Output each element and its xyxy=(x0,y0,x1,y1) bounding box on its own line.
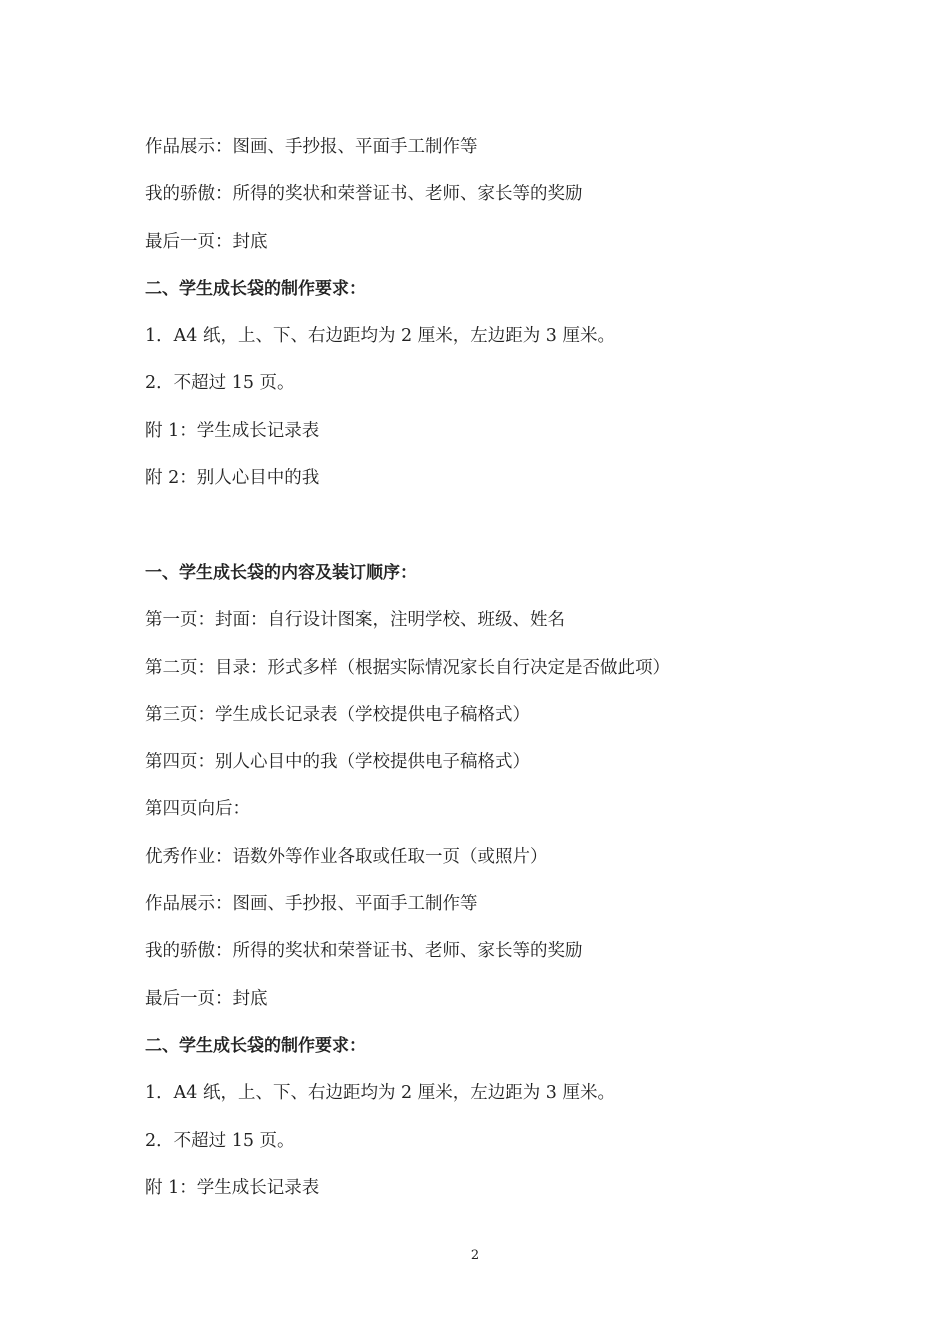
text-block-top xyxy=(145,124,845,502)
text-block-bottom xyxy=(145,550,845,1212)
paragraph-last-page: 最后一页：封底 xyxy=(145,231,268,252)
paragraph-after-page-4: 第四页向后： xyxy=(145,799,250,820)
paragraph-works-display: 作品展示：图画、手抄报、平面手工制作等 xyxy=(145,894,478,915)
paragraph-page-4-others-view: 第四页：别人心目中的我（学校提供电子稿格式） xyxy=(145,752,530,773)
heading-production-requirements: 二、学生成长袋的制作要求： xyxy=(145,1035,366,1056)
paragraph-excellent-homework: 优秀作业：语数外等作业各取或任取一页（或照片） xyxy=(145,846,548,867)
paragraph-my-pride: 我的骄傲：所得的奖状和荣誉证书、老师、家长等的奖励 xyxy=(145,184,583,205)
paragraph-page-3-record: 第三页：学生成长记录表（学校提供电子稿格式） xyxy=(145,704,530,725)
page-number: 2 xyxy=(470,1248,480,1263)
paragraph-page-2-contents: 第二页：目录：形式多样（根据实际情况家长自行决定是否做此项） xyxy=(145,657,670,678)
paragraph-my-pride: 我的骄傲：所得的奖状和荣誉证书、老师、家长等的奖励 xyxy=(145,941,583,962)
heading-production-requirements: 二、学生成长袋的制作要求： xyxy=(145,278,366,299)
paragraph-requirement-pages: 2．不超过 15 页。 xyxy=(145,1130,295,1151)
paragraph-requirement-pages: 2．不超过 15 页。 xyxy=(145,373,295,394)
paragraph-appendix-1: 附 1：学生成长记录表 xyxy=(145,420,320,441)
paragraph-requirement-paper: 1．A4 纸，上、下、右边距均为 2 厘米，左边距为 3 厘米。 xyxy=(145,1083,615,1104)
paragraph-page-1-cover: 第一页：封面：自行设计图案，注明学校、班级、姓名 xyxy=(145,610,565,631)
paragraph-works-display: 作品展示：图画、手抄报、平面手工制作等 xyxy=(145,137,478,157)
paragraph-appendix-1: 附 1：学生成长记录表 xyxy=(145,1177,320,1198)
paragraph-appendix-2: 附 2：别人心目中的我 xyxy=(145,468,320,489)
paragraph-requirement-paper: 1．A4 纸，上、下、右边距均为 2 厘米，左边距为 3 厘米。 xyxy=(145,326,615,347)
paragraph-last-page: 最后一页：封底 xyxy=(145,988,268,1009)
heading-content-order: 一、学生成长袋的内容及装订顺序： xyxy=(145,563,417,583)
